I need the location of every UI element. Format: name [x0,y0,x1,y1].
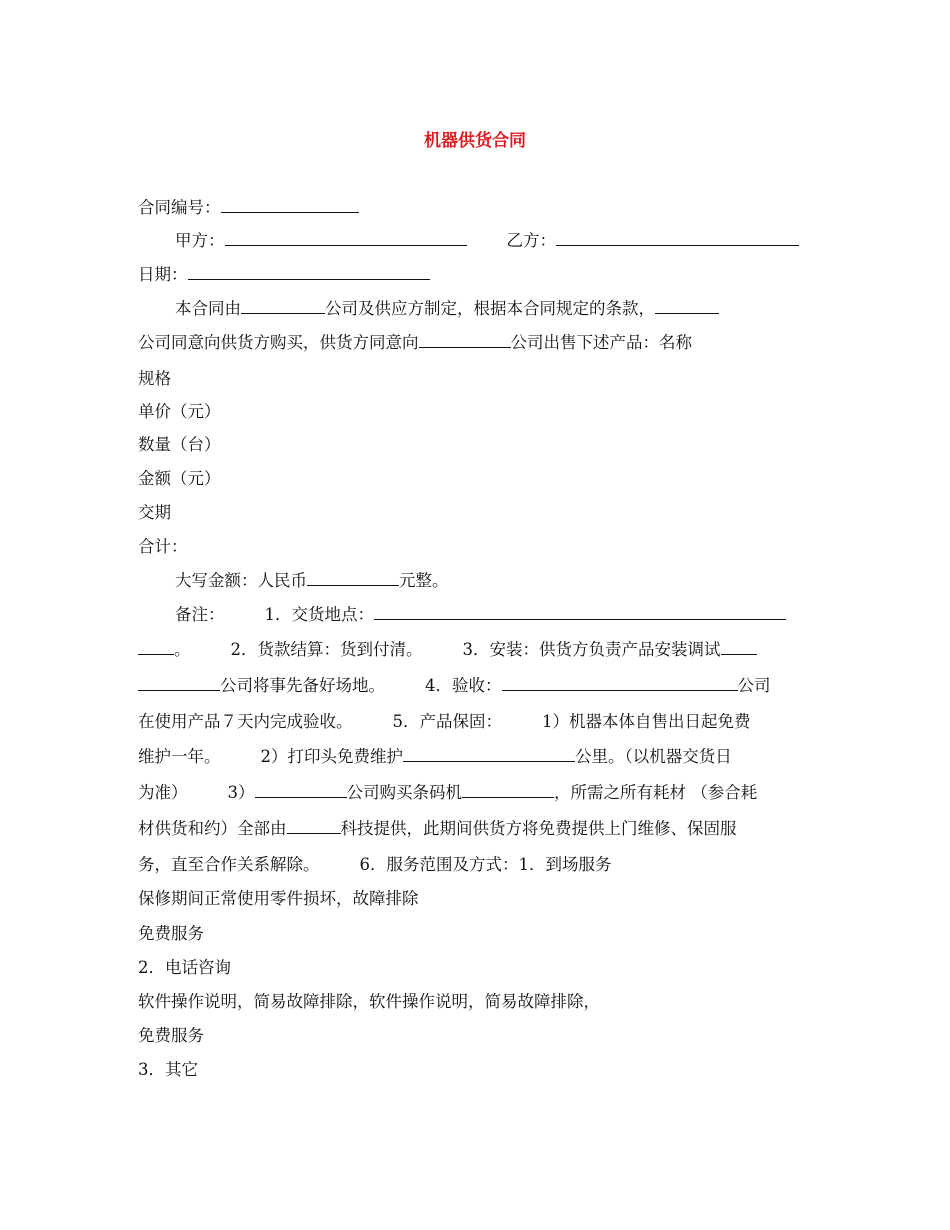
blank [655,299,719,314]
date-label: 日期： [138,265,188,284]
text: 。 [174,640,191,659]
text: 4．验收： [425,676,502,695]
text: 备注： [175,605,225,624]
text: 5．产品保固： [392,712,502,731]
text: 3） [227,783,255,802]
blank [502,676,738,691]
party-b-blank [556,231,799,246]
text: 公司将事先备好场地。 [220,676,385,695]
parties-line [175,231,813,251]
blank [287,819,341,834]
paragraph-line-2 [138,676,813,696]
text: 公司及供应方制定，根据本合同规定的条款， [325,299,655,318]
text: 材供货和约）全部由 [138,819,287,838]
text: 为准） [138,783,188,802]
note-line [175,605,813,625]
service-line-2: 免费服务 [138,924,204,943]
party-a-label: 甲方： [175,231,225,250]
service-line-3: 2．电话咨询 [138,958,231,977]
service-line-4: 软件操作说明，简易故障排除，软件操作说明，简易故障排除， [138,992,600,1011]
blank [255,783,347,798]
party-b-label: 乙方： [506,231,556,250]
paragraph-line-7 [138,855,813,875]
text: 务，直至合作关系解除。 [138,855,320,874]
blank [462,783,554,798]
date-line [138,265,813,285]
text: 2）打印头免费维护 [260,747,403,766]
text: 1）机器本体自售出日起免费 [542,712,751,731]
text: 1．交货地点： [264,605,374,624]
item-amount: 金额（元） [138,469,221,488]
item-delivery-period: 交期 [138,503,171,522]
paragraph-line-3 [138,712,813,732]
text: 公司同意向供货方购买，供货方同意向 [138,333,419,352]
amount-line [175,571,813,591]
blank [721,640,757,655]
text: ，所需之所有耗材 （参合耗 [554,783,758,802]
paragraph-line-6 [138,819,813,839]
text: 6．服务范围及方式：1．到场服务 [359,855,612,874]
text: 公司出售下述产品：名称 [510,333,692,352]
blank [138,640,174,655]
blank [138,676,220,691]
text: 3．安装：供货方负责产品安装调试 [462,640,721,659]
text: 大写金额：人民币 [175,571,307,590]
text: 本合同由 [175,299,241,318]
blank [403,747,575,762]
date-blank [188,265,430,280]
paragraph-line-4 [138,747,813,767]
service-line-5: 免费服务 [138,1026,204,1045]
blank [374,605,786,620]
text: 2．货款结算：货到付清。 [230,640,423,659]
contract-number-line [138,198,813,218]
party-a-blank [225,231,467,246]
item-spec: 规格 [138,369,171,388]
text: 公里。（以机器交货日 [575,747,732,766]
document-title: 机器供货合同 [424,131,526,151]
intro-line-2 [138,333,813,353]
blank [307,571,399,586]
service-line-6: 3．其它 [138,1060,198,1079]
contract-number-blank [221,198,359,213]
item-unit-price: 单价（元） [138,402,221,421]
text: 在使用产品７天内完成验收。 [138,712,353,731]
text: 元整。 [399,571,449,590]
blank [241,299,325,314]
text: 公司购买条码机 [346,783,462,802]
item-total: 合计： [138,537,188,556]
text: 维护一年。 [138,747,221,766]
blank [419,333,511,348]
text: 科技提供，此期间供货方将免费提供上门维修、保固服 [340,819,737,838]
paragraph-line-1 [138,640,813,660]
contract-number-label: 合同编号： [138,198,221,217]
item-quantity: 数量（台） [138,435,221,454]
text: 公司 [737,676,771,695]
paragraph-line-5 [138,783,813,803]
service-line-1: 保修期间正常使用零件损坏，故障排除 [138,889,419,908]
intro-line-1 [175,299,813,319]
